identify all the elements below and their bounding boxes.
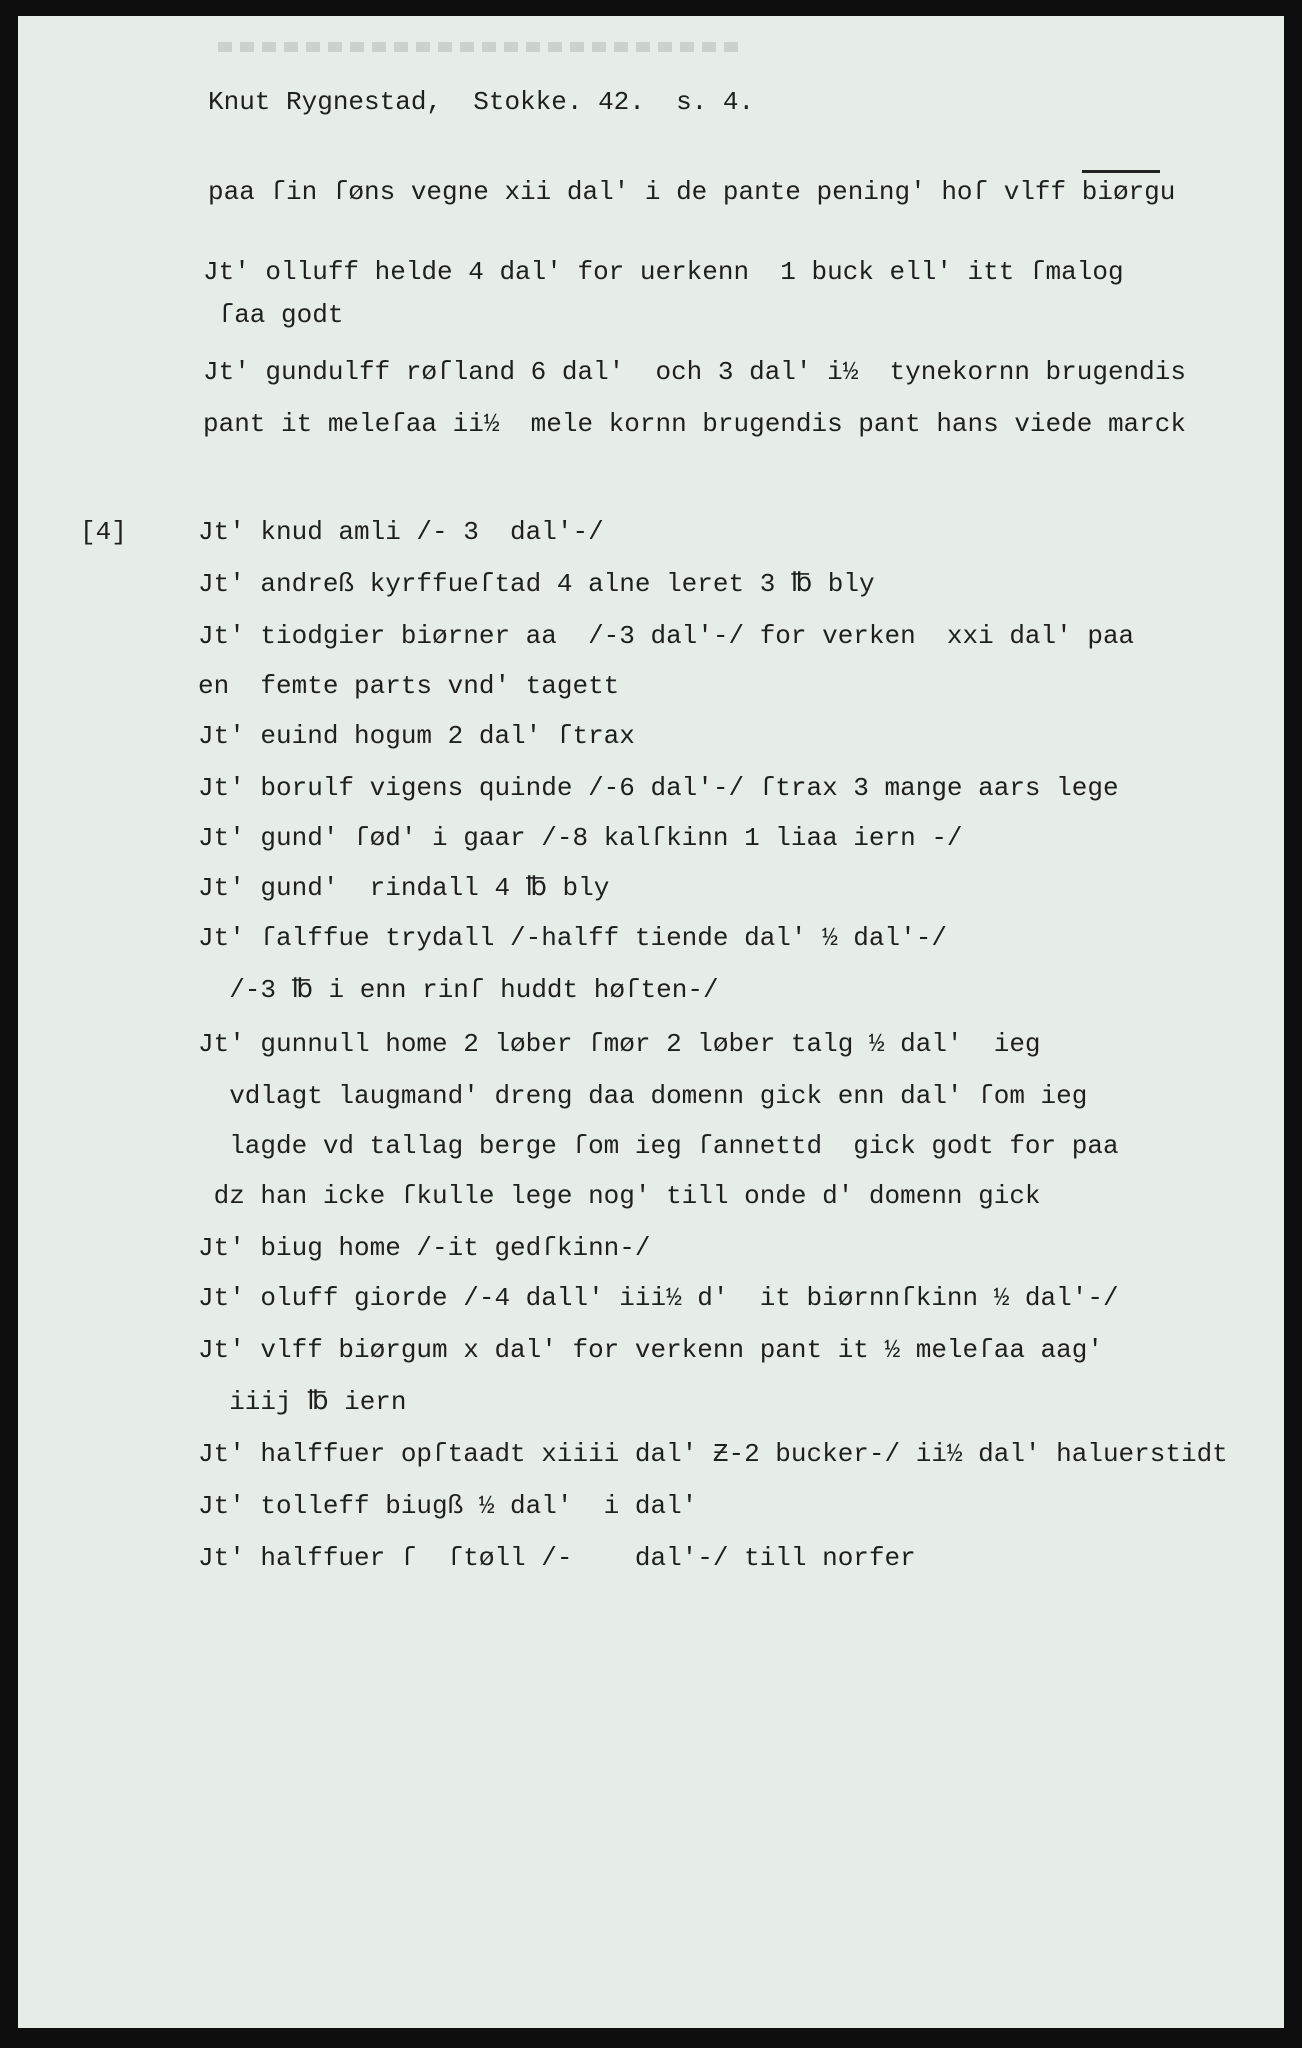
text-line-24: Jt' halffuer opſtaadt xiiii dal' Ƶ-2 bucker-/ ii½ dal' haluerstidt	[198, 1439, 1228, 1469]
text-line-8: Jt' tiodgier biørner aa /-3 dal'-/ for verken xxi dal' paa	[198, 621, 1135, 651]
text-line-18: lagde vd tallag berge ſom ieg ſannettd gick godt for paa	[198, 1131, 1119, 1161]
text-line-6: Jt' knud amli /- 3 dal'-/	[198, 517, 604, 547]
header-line: Knut Rygnestad, Stokke. 42. s. 4.	[208, 87, 755, 117]
text-line-15: /-3 ℔ i enn rinſ huddt høſten-/	[198, 975, 719, 1005]
text-line-12: Jt' gund' ſød' i gaar /-8 kalſkinn 1 liaa iern -/	[198, 823, 963, 853]
document-page	[18, 16, 1284, 2028]
text-line-9: en femte parts vnd' tagett	[198, 671, 620, 701]
text-line-25: Jt' tolleff biugß ½ dal' i dal'	[198, 1491, 698, 1521]
text-line-13: Jt' gund' rindall 4 ℔ bly	[198, 873, 610, 903]
text-line-26: Jt' halffuer ſ ſtøll /- dal'-/ till norfer	[198, 1543, 916, 1573]
text-line-16: Jt' gunnull home 2 løber ſmør 2 løber talg ½ dal' ieg	[198, 1029, 1041, 1059]
text-line-20: Jt' biug home /-it gedſkinn-/	[198, 1233, 651, 1263]
text-line-10: Jt' euind hogum 2 dal' ſtrax	[198, 721, 635, 751]
text-line-17: vdlagt laugmand' dreng daa domenn gick enn dal' ſom ieg	[198, 1081, 1088, 1111]
margin-note: [4]	[80, 517, 127, 547]
text-line-11: Jt' borulf vigens quinde /-6 dal'-/ ſtrax 3 mange aars lege	[198, 773, 1119, 803]
text-line-3: ſaa godt	[203, 300, 344, 330]
faint-stamp-mark	[218, 42, 738, 52]
text-line-2: Jt' olluff helde 4 dal' for uerkenn 1 buck ell' itt ſmalog	[203, 257, 1124, 287]
text-line-23: iiij ℔ iern	[198, 1387, 407, 1417]
text-line-14: Jt' ſalffue trydall /-halff tiende dal' ½ dal'-/	[198, 923, 947, 953]
text-line-5: pant it meleſaa ii½ mele kornn brugendis pant hans viede marck	[203, 409, 1186, 439]
overline-mark	[1082, 170, 1160, 173]
text-line-21: Jt' oluff giorde /-4 dall' iii½ d' it biørnnſkinn ½ dal'-/	[198, 1283, 1119, 1313]
text-line-4: Jt' gundulff røſland 6 dal' och 3 dal' i½ tynekornn brugendis	[203, 357, 1186, 387]
text-line-7: Jt' andreß kyrffueſtad 4 alne leret 3 ℔ bly	[198, 569, 875, 599]
text-line-19: dz han icke ſkulle lege nog' till onde d' domenn gick	[198, 1181, 1041, 1211]
text-line-22: Jt' vlff biørgum x dal' for verkenn pant it ½ meleſaa aag'	[198, 1335, 1103, 1365]
text-line-1: paa ſin ſøns vegne xii dal' i de pante pening' hoſ vlff biørgu	[208, 177, 1176, 207]
